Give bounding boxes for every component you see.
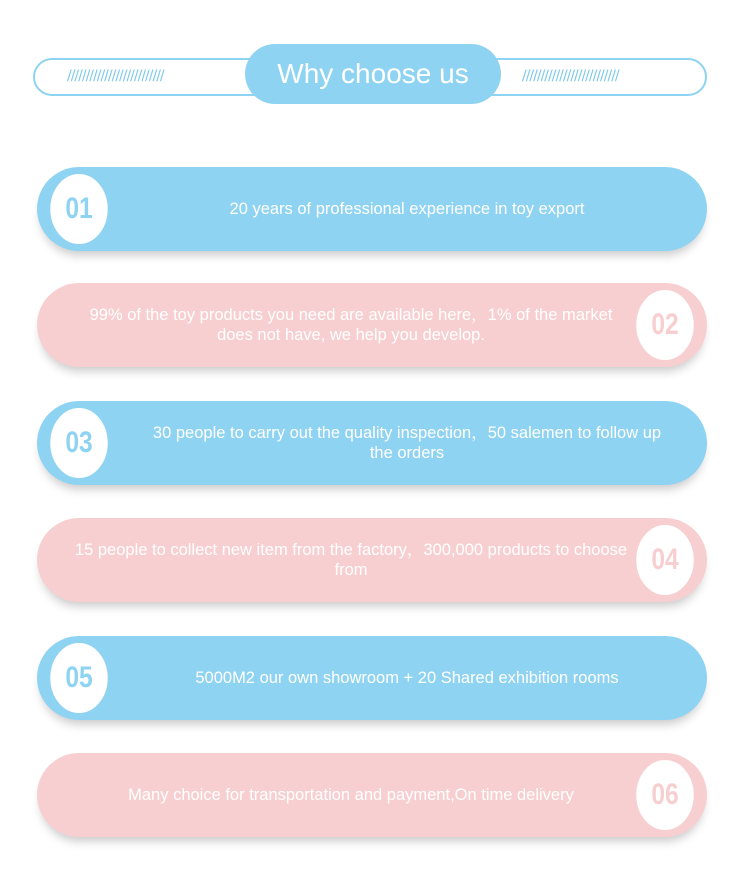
feature-text: 20 years of professional experience in toy export	[229, 200, 585, 218]
feature-number-badge: 04	[634, 522, 696, 598]
feature-text: 5000M2 our own showroom + 20 Shared exhibition rooms	[195, 669, 619, 687]
feature-row-04	[37, 518, 707, 602]
feature-row-01	[37, 167, 707, 251]
feature-number-badge: 02	[634, 287, 696, 363]
feature-row-06	[37, 753, 707, 837]
header-hatch-left: //////////////////////////	[67, 68, 164, 84]
feature-text: 15 people to collect new item from the factory，300,000 products to choose from	[74, 541, 628, 579]
feature-number-badge: 05	[48, 640, 110, 716]
feature-number-badge: 06	[634, 757, 696, 833]
feature-text: Many choice for transportation and payment,On time delivery	[128, 786, 574, 804]
feature-row-03	[37, 401, 707, 485]
section-title: Why choose us	[245, 44, 501, 104]
header-hatch-right: //////////////////////////	[522, 68, 619, 84]
feature-text: 30 people to carry out the quality inspection，50 salemen to follow up the orders	[152, 424, 662, 462]
feature-number-badge: 01	[48, 171, 110, 247]
feature-row-02	[37, 283, 707, 367]
feature-number-badge: 03	[48, 405, 110, 481]
feature-row-05	[37, 636, 707, 720]
feature-text: 99% of the toy products you need are available here，1% of the market does not have, we help you develop.	[89, 306, 613, 344]
